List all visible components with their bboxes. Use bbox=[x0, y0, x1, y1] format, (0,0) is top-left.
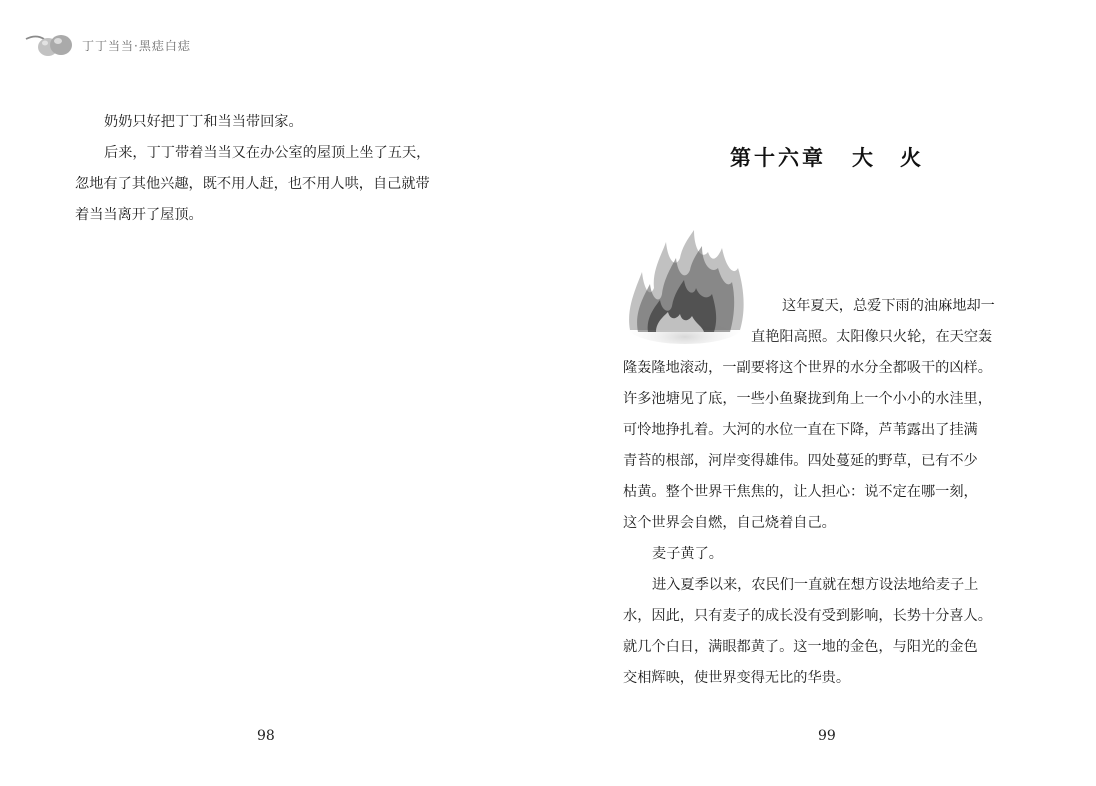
right-line-10: 进入夏季以来，农民们一直就在想方设法地给麦子上 bbox=[652, 577, 979, 593]
left-paragraph-2-line-2: 忽地有了其他兴趣，既不用人赶，也不用人哄，自己就带 bbox=[75, 176, 430, 192]
right-line-6: 青苔的根部，河岸变得雄伟。四处蔓延的野草，已有不少 bbox=[623, 453, 978, 469]
fire-icon bbox=[622, 228, 748, 344]
right-line-11: 水，因此，只有麦子的成长没有受到影响，长势十分喜人。 bbox=[623, 608, 992, 624]
right-line-12: 就几个白日，满眼都黄了。这一地的金色，与阳光的金色 bbox=[623, 639, 978, 655]
left-paragraph-2: 后来，丁丁带着当当又在办公室的屋顶上坐了五天， bbox=[104, 145, 431, 161]
left-paragraph-1: 奶奶只好把丁丁和当当带回家。 bbox=[104, 114, 303, 130]
right-line-4: 许多池塘见了底，一些小鱼聚拢到角上一个小小的水洼里， bbox=[623, 391, 992, 407]
page-number-right: 99 bbox=[818, 728, 836, 744]
running-header bbox=[24, 30, 191, 60]
right-line-13: 交相辉映，使世界变得无比的华贵。 bbox=[623, 670, 851, 686]
gourd-logo-icon bbox=[24, 30, 76, 60]
right-line-1: 这年夏天，总爱下雨的油麻地却一 bbox=[782, 298, 995, 314]
right-line-2: 直艳阳高照。太阳像只火轮，在天空轰 bbox=[751, 329, 993, 345]
right-line-9: 麦子黄了。 bbox=[652, 546, 723, 562]
series-title: 丁丁当当·黑痣白痣 bbox=[82, 38, 191, 53]
chapter-number: 第十六章 bbox=[730, 145, 826, 170]
right-page bbox=[548, 0, 1096, 786]
right-line-3: 隆轰隆地滚动，一副要将这个世界的水分全都吸干的凶样。 bbox=[623, 360, 992, 376]
chapter-name: 大 火 bbox=[852, 145, 924, 170]
page-number-left: 98 bbox=[257, 728, 275, 744]
right-line-5: 可怜地挣扎着。大河的水位一直在下降，芦苇露出了挂满 bbox=[623, 422, 978, 438]
chapter-title bbox=[730, 142, 924, 172]
right-line-8: 这个世界会自燃，自己烧着自己。 bbox=[623, 515, 836, 531]
left-paragraph-2-line-3: 着当当离开了屋顶。 bbox=[75, 207, 203, 223]
right-line-7: 枯黄。整个世界干焦焦的，让人担心：说不定在哪一刻， bbox=[623, 484, 978, 500]
